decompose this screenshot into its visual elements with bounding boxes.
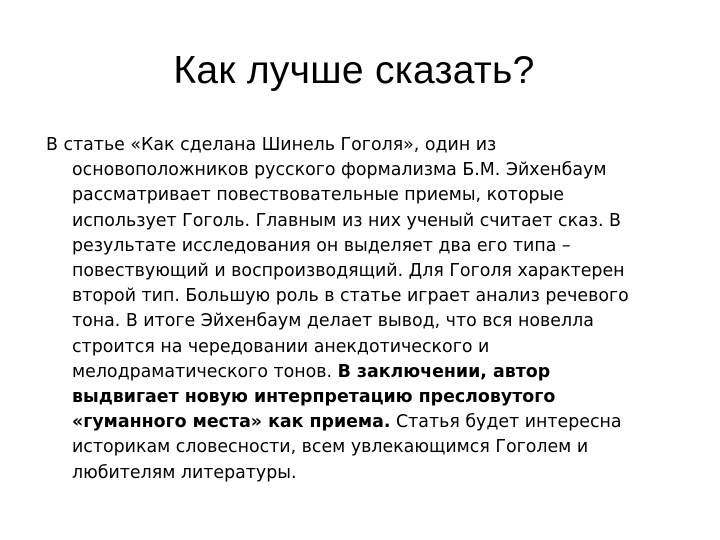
text-run: рассматривает повествовательные приемы, которые	[72, 185, 564, 206]
text-run: любителям литературы.	[72, 462, 297, 483]
paragraph-line	[46, 335, 696, 360]
text-run: основоположников русского формализма Б.М. Эйхенбаум	[72, 160, 607, 181]
paragraph-line	[46, 158, 696, 183]
paragraph-line	[46, 309, 696, 334]
slide-body-text	[46, 133, 696, 486]
paragraph-line	[46, 234, 696, 259]
paragraph-line	[46, 410, 696, 435]
paragraph-line	[46, 435, 696, 460]
text-run: результате исследования он выделяет два его типа –	[72, 235, 571, 256]
paragraph-line	[46, 209, 696, 234]
slide-title: Как лучше сказать?	[173, 49, 535, 92]
text-run: повествующий и воспроизводящий. Для Гоголя характерен	[72, 261, 625, 282]
paragraph-line	[46, 385, 696, 410]
paragraph-line	[46, 183, 696, 208]
text-run: второй тип. Большую роль в статье играет анализ речевого	[72, 286, 629, 307]
text-run: мелодраматического тонов.	[72, 361, 338, 382]
paragraph-line	[46, 259, 696, 284]
paragraph-line	[46, 461, 696, 486]
text-run: тона. В итоге Эйхенбаум делает вывод, что вся новелла	[72, 311, 594, 332]
text-run: историкам словесности, всем увлекающимся Гоголем и	[72, 437, 589, 458]
paragraph-line	[46, 284, 696, 309]
bold-text-run: «гуманного места» как приема.	[72, 412, 391, 433]
text-run: В статье «Как сделана Шинель Гоголя», один из	[46, 135, 497, 155]
paragraph-line	[46, 360, 696, 385]
bold-text-run: В заключении, автор	[337, 361, 551, 382]
bold-text-run: выдвигает новую интерпретацию пресловутого	[72, 387, 556, 408]
text-run: Статья будет интересна	[390, 412, 622, 433]
paragraph-line	[46, 133, 696, 158]
text-run: использует Гоголь. Главным из них ученый считает сказ. В	[72, 210, 621, 231]
text-run: строится на чередовании анекдотического и	[72, 336, 490, 357]
